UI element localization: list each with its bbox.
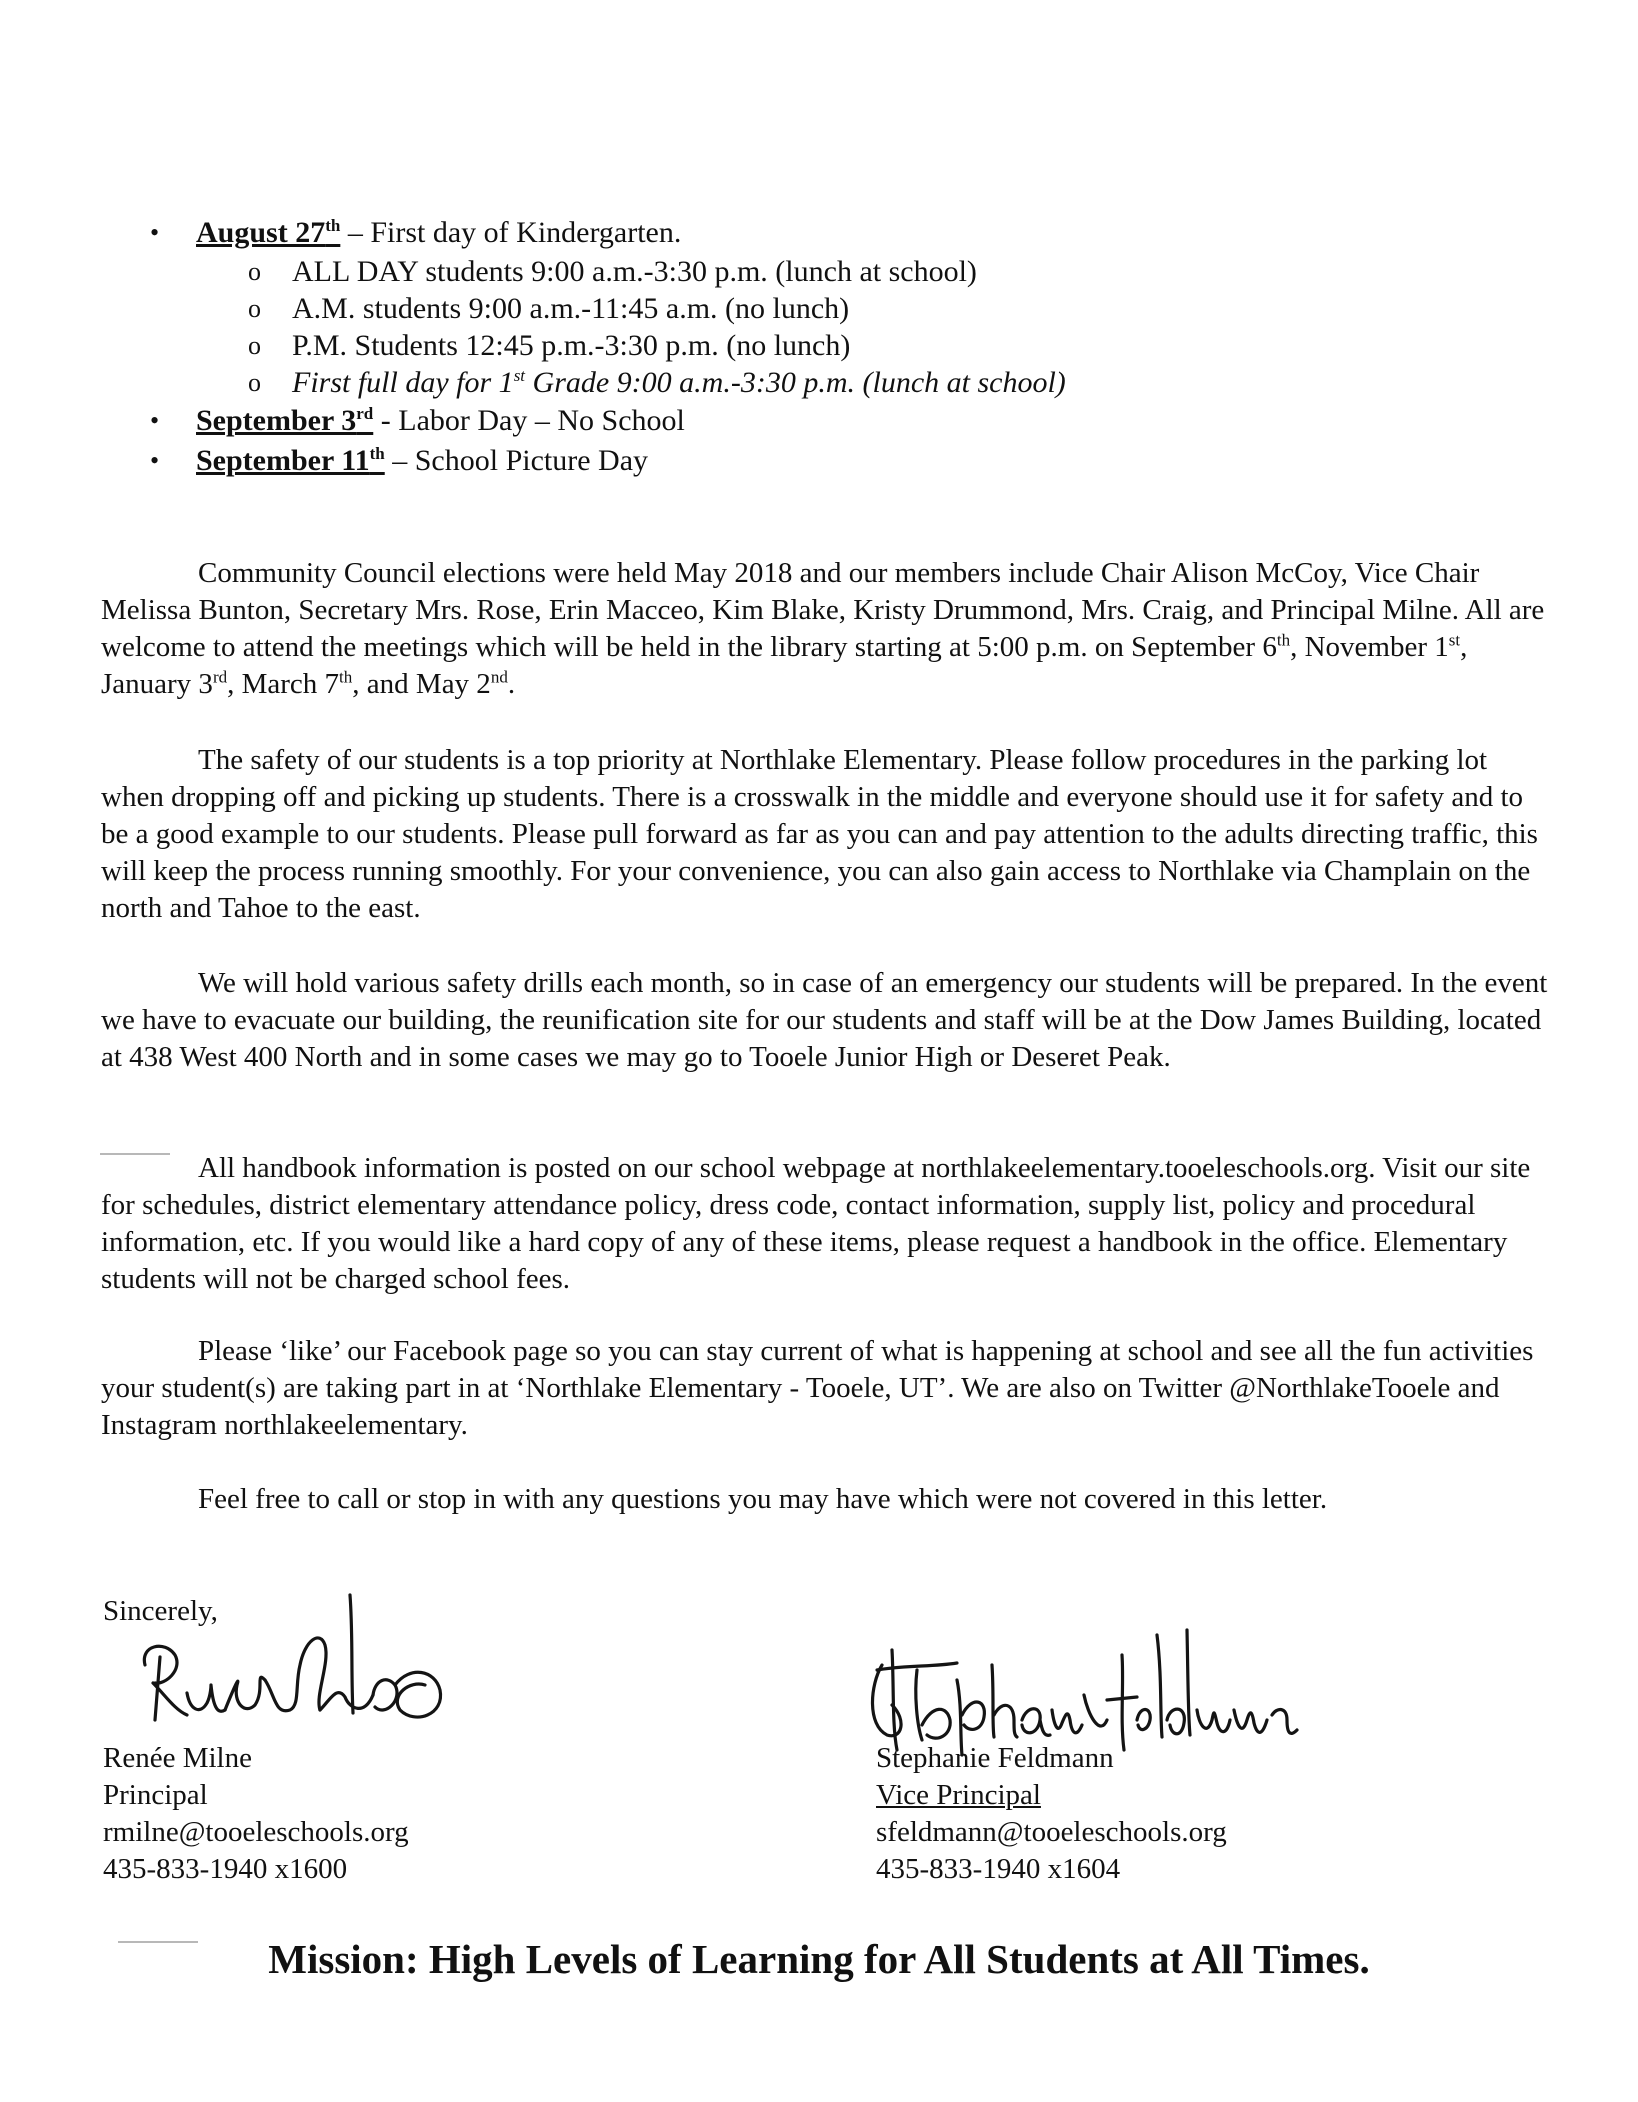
signer-title: Vice Principal bbox=[876, 1779, 1041, 1811]
sub-bullet-icon: o bbox=[248, 331, 261, 360]
signer-phone: 435-833-1940 x1604 bbox=[876, 1853, 1121, 1885]
event-date: September 3rd bbox=[196, 404, 374, 437]
event-item: • September 11th – School Picture Day bbox=[100, 441, 1550, 481]
signer-name: Renée Milne bbox=[103, 1742, 252, 1774]
principal-signature-image bbox=[125, 1585, 455, 1735]
signer-phone: 435-833-1940 x1600 bbox=[103, 1853, 348, 1885]
facebook-paragraph: Please ‘like’ our Facebook page so you can stay current of what is happening at school and see all the fun activities your student(s) are taking part in at ‘Northlake Elementary - Tooele, UT’. We are also on Twitter @NorthlakeTooele and Instagram northlakeelementary. bbox=[101, 1335, 1534, 1441]
event-text: First day of Kindergarten. bbox=[370, 216, 682, 249]
mission-statement: Mission: High Levels of Learning for All Students at All Times. bbox=[268, 1936, 1370, 1982]
signer-email: rmilne@tooeleschools.org bbox=[103, 1816, 409, 1848]
bullet-icon: • bbox=[150, 446, 160, 475]
events-list bbox=[100, 213, 1550, 481]
council-paragraph: Community Council elections were held May 2018 and our members include Chair Alison McCoy, Vice Chair Melissa Bunton, Secretary Mrs. Rose, Erin Macceo, Kim Blake, Kristy Drummond, Mrs. Craig, and Principal Milne. All are welcome to attend the meetings which will be held in the library starting at 5:00 p.m. on September 6th, November 1st, January 3rd, March 7th, and May 2nd. bbox=[101, 557, 1545, 700]
event-sub-item: o P.M. Students 12:45 p.m.-3:30 p.m. (no lunch) bbox=[248, 329, 851, 362]
questions-paragraph: Feel free to call or stop in with any questions you may have which were not covered in this letter. bbox=[198, 1483, 1328, 1515]
event-item: • August 27th – First day of Kindergarten. bbox=[100, 213, 1550, 253]
principal-contact bbox=[103, 1740, 409, 1888]
event-text: School Picture Day bbox=[414, 444, 649, 477]
event-date: September 11th bbox=[196, 444, 385, 477]
closing: Sincerely, bbox=[103, 1595, 218, 1627]
signer-title: Principal bbox=[103, 1779, 208, 1811]
event-date: August 27th bbox=[196, 216, 341, 249]
event-item: • September 3rd - Labor Day – No School bbox=[100, 401, 1550, 441]
sub-bullet-icon: o bbox=[248, 257, 261, 286]
event-sub-item: o A.M. students 9:00 a.m.-11:45 a.m. (no lunch) bbox=[248, 292, 850, 325]
signer-name: Stephanie Feldmann bbox=[876, 1742, 1114, 1774]
event-sub-item: o First full day for 1st Grade 9:00 a.m.-3:30 p.m. (lunch at school) bbox=[248, 366, 1066, 399]
handbook-paragraph: All handbook information is posted on our school webpage at northlakeelementary.tooeleschools.org. Visit our site for schedules, district elementary attendance policy, dress code, contact information, supply list, policy and procedural information, etc. If you would like a hard copy of any of these items, please request a handbook in the office. Elementary students will not be charged school fees. bbox=[101, 1152, 1531, 1295]
safety-paragraph: The safety of our students is a top priority at Northlake Elementary. Please follow procedures in the parking lot when dropping off and picking up students. There is a crosswalk in the middle and everyone should use it for safety and to be a good example to our students. Please pull forward as far as you can and pay attention to the adults directing traffic, this will keep the process running smoothly. For your convenience, you can also gain access to Northlake via Champlain on the north and Tahoe to the east. bbox=[101, 744, 1538, 924]
drills-paragraph: We will hold various safety drills each month, so in case of an emergency our students will be prepared. In the event we have to evacuate our building, the reunification site for our students and staff will be at the Dow James Building, located at 438 West 400 North and in some cases we may go to Tooele Junior High or Deseret Peak. bbox=[101, 967, 1548, 1073]
event-sub-item: o ALL DAY students 9:00 a.m.-3:30 p.m. (lunch at school) bbox=[248, 255, 977, 288]
event-text: Labor Day – No School bbox=[398, 404, 685, 437]
bullet-icon: • bbox=[150, 218, 160, 247]
sub-bullet-icon: o bbox=[248, 294, 261, 323]
signer-email: sfeldmann@tooeleschools.org bbox=[876, 1816, 1227, 1848]
bullet-icon: • bbox=[150, 406, 160, 435]
vice-principal-contact bbox=[876, 1740, 1227, 1888]
sub-bullet-icon: o bbox=[248, 368, 261, 397]
